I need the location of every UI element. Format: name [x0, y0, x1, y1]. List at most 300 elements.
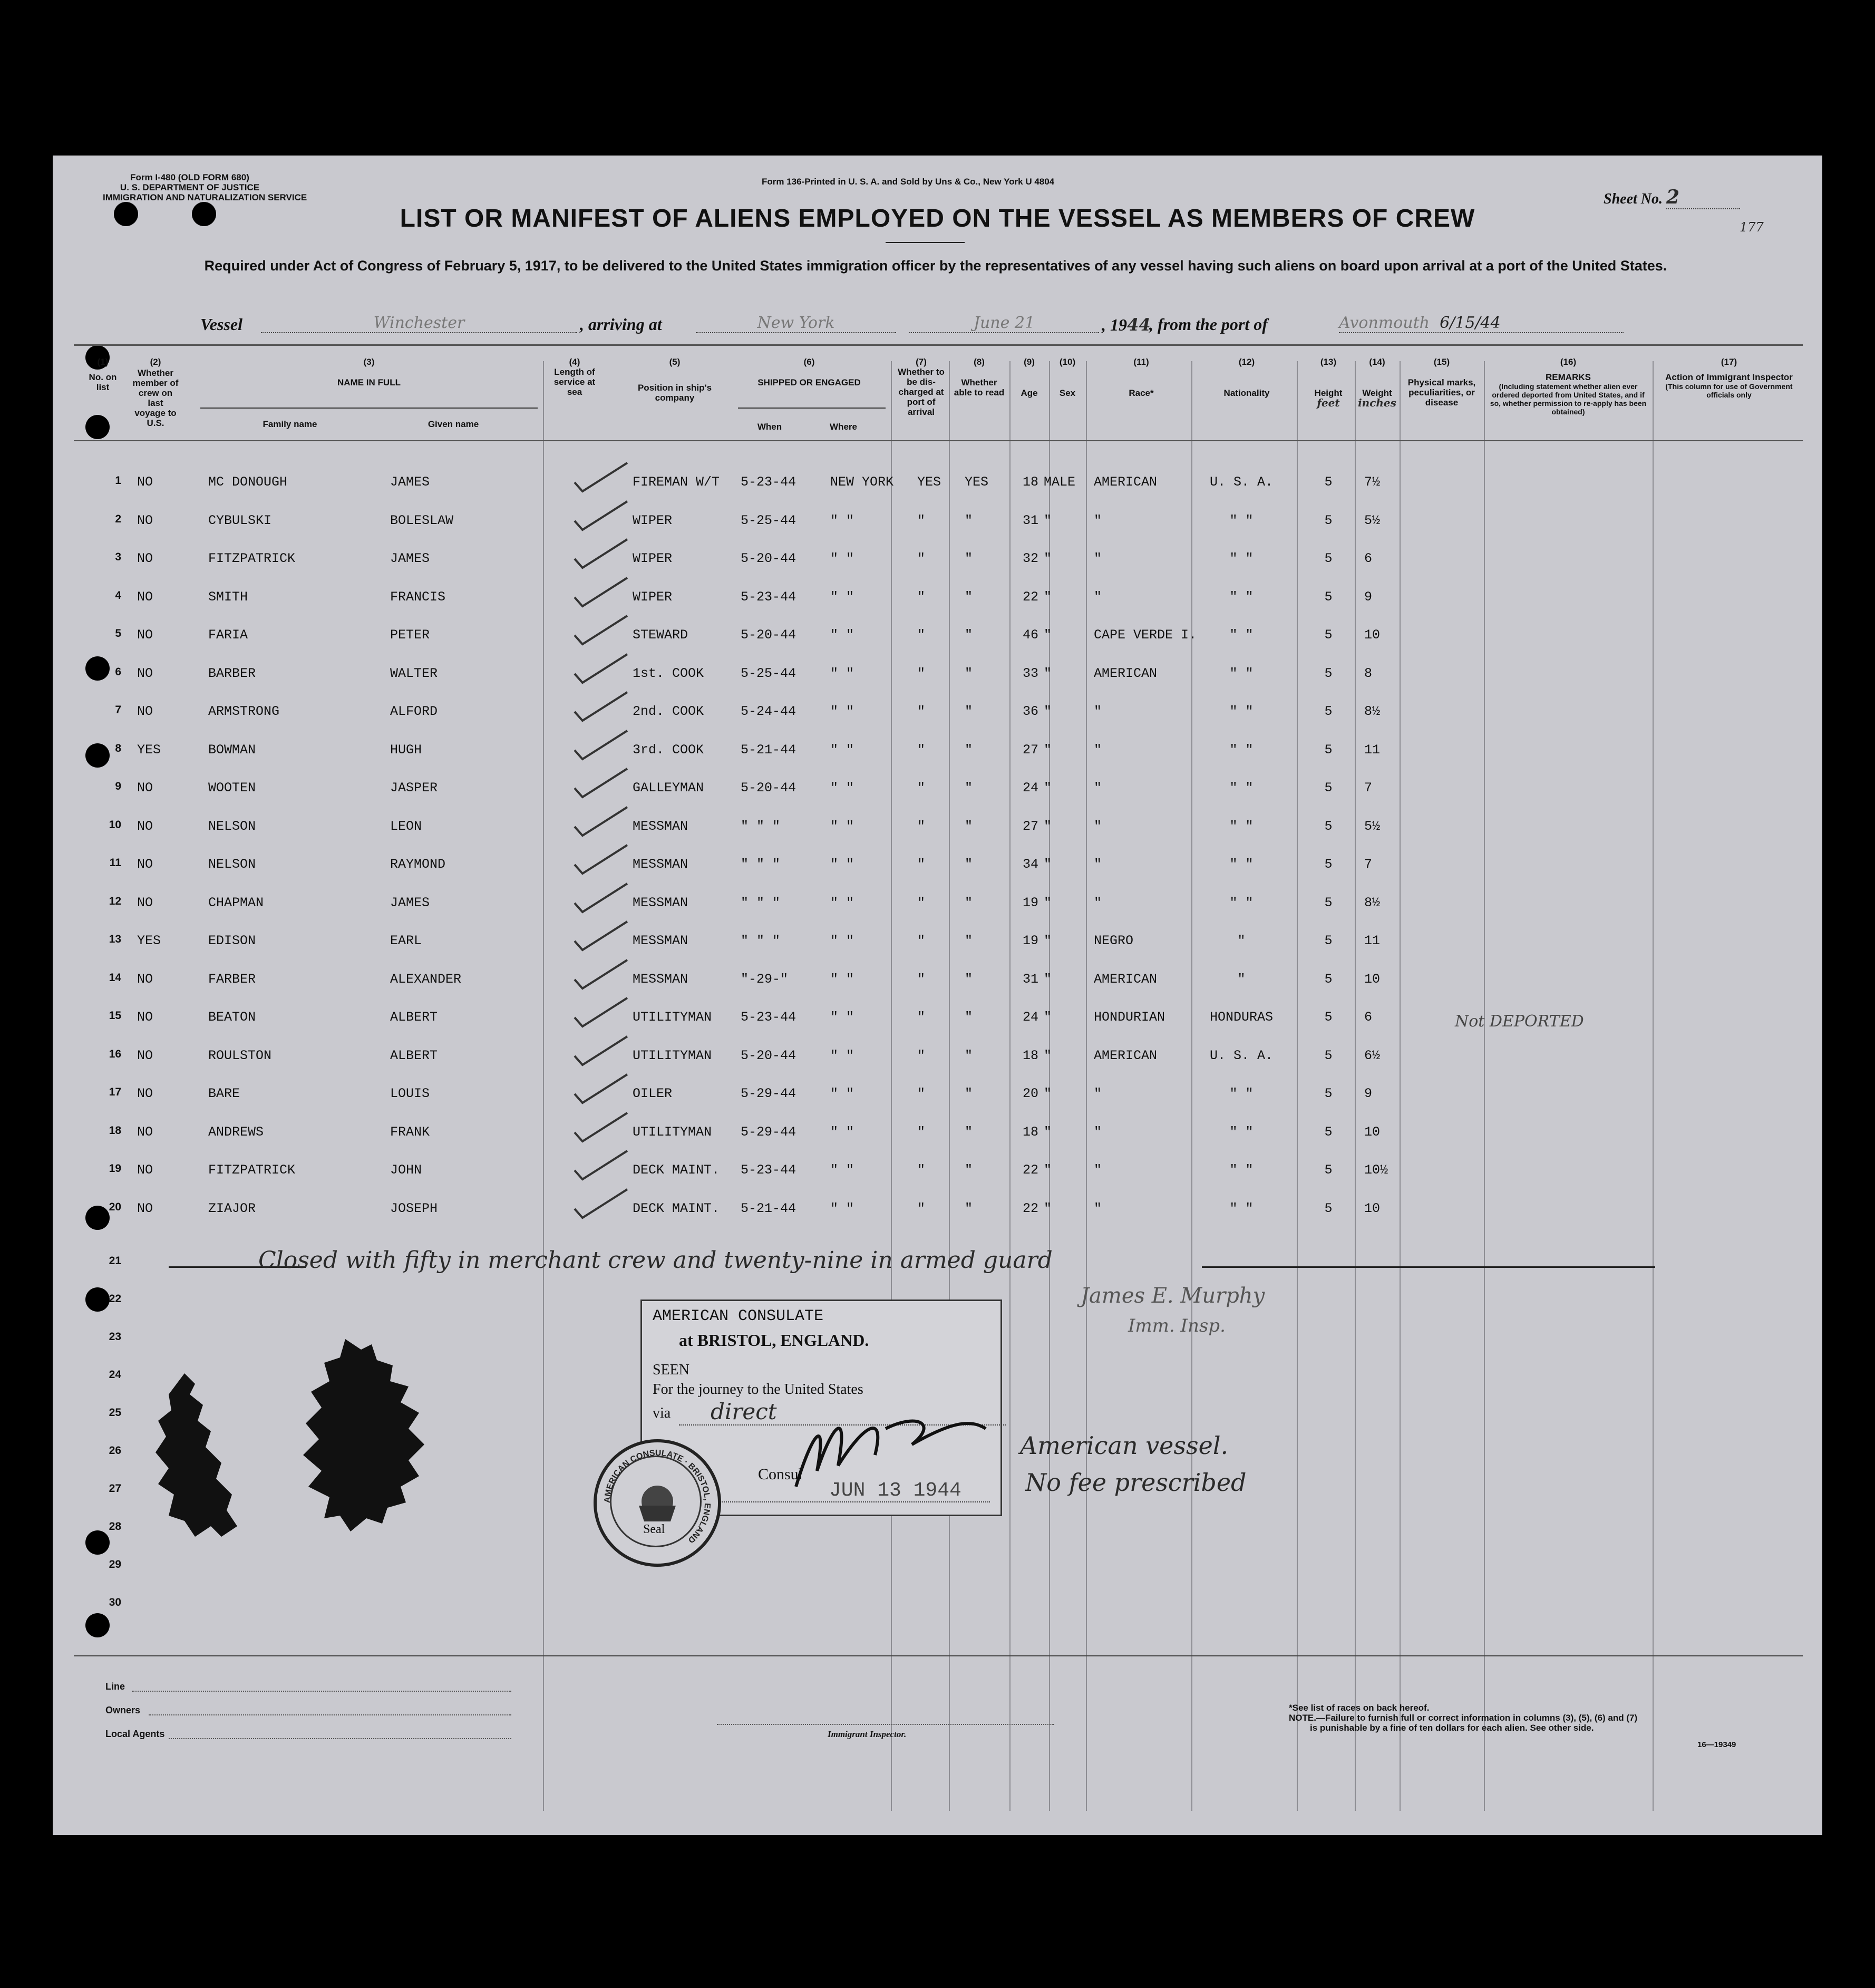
cell-prev: NO — [137, 665, 153, 681]
cell-prev: NO — [137, 627, 153, 643]
cell-disch: " — [917, 971, 926, 987]
cell-inch: 10 — [1364, 971, 1381, 987]
cell-family: BOWMAN — [208, 742, 256, 758]
cell-age: 24 — [1022, 1010, 1038, 1025]
cell-family: BARBER — [208, 665, 256, 681]
cell-disch: " — [917, 857, 926, 872]
cell-no: 16 — [109, 1048, 121, 1060]
cell-no: 1 — [115, 474, 121, 487]
cell-disch: " — [917, 665, 926, 681]
cell-where: " " — [830, 971, 854, 987]
cell-ft: 5 — [1324, 971, 1333, 987]
cell-disch: " — [917, 627, 926, 643]
cell-position: UTILITYMAN — [633, 1010, 712, 1025]
cell-age: 46 — [1022, 627, 1038, 643]
cell-where: " " — [830, 627, 854, 643]
cell-prev: NO — [137, 818, 153, 834]
cell-sex: " — [1044, 971, 1052, 987]
cell-prev: NO — [137, 1048, 153, 1063]
cell-given: RAYMOND — [390, 857, 446, 872]
cell-inch: 10½ — [1364, 1162, 1388, 1178]
check-mark-icon — [569, 1032, 633, 1069]
cell-sex: " — [1044, 551, 1052, 566]
cell-when: 5-29-44 — [741, 1124, 796, 1140]
cell-read: " — [965, 1162, 973, 1178]
cell-where: " " — [830, 589, 854, 605]
check-mark-icon — [569, 1185, 633, 1222]
cell-disch: " — [917, 1124, 926, 1140]
cell-given: ALEXANDER — [390, 971, 462, 987]
cell-race: " — [1094, 1124, 1102, 1140]
cell-given: PETER — [390, 627, 430, 643]
cell-read: " — [965, 780, 973, 796]
cell-sex: " — [1044, 1124, 1052, 1140]
cell-prev: NO — [137, 1124, 153, 1140]
footer-notes: *See list of races on back hereof. NOTE.—Failure to furnish full or correct information in columns (3), (5), (6) and (7) is punishable by a fine of ten dollars for each alien. See other side. — [1289, 1703, 1638, 1733]
cell-when: "-29-" — [741, 971, 789, 987]
check-mark-icon — [569, 1147, 633, 1184]
cell-nat: " — [1237, 971, 1246, 987]
check-mark-icon — [569, 535, 633, 572]
cell-race: " — [1094, 589, 1102, 605]
cell-ft: 5 — [1324, 780, 1333, 796]
note-no-fee: No fee prescribed — [1025, 1468, 1247, 1497]
cell-given: JOSEPH — [390, 1200, 438, 1216]
cell-read: " — [965, 895, 973, 910]
cell-given: JASPER — [390, 780, 438, 796]
cell-given: JAMES — [390, 551, 430, 566]
cell-disch: " — [917, 780, 926, 796]
cell-sex: " — [1044, 1200, 1052, 1216]
cell-disch: " — [917, 1200, 926, 1216]
cell-given: LEON — [390, 818, 422, 834]
table-row — [53, 1162, 1792, 1184]
cell-where: " " — [830, 780, 854, 796]
cell-disch: " — [917, 895, 926, 910]
cell-family: FITZPATRICK — [208, 551, 296, 566]
punch-hole — [85, 415, 110, 439]
cell-where: " " — [830, 933, 854, 948]
cell-race: " — [1094, 551, 1102, 566]
cell-age: 22 — [1022, 1200, 1038, 1216]
cell-ft: 5 — [1324, 474, 1333, 490]
cell-family: BEATON — [208, 1010, 256, 1025]
cell-read: " — [965, 857, 973, 872]
row-number: 26 — [109, 1444, 121, 1457]
row-number: 22 — [109, 1293, 121, 1305]
cell-read: " — [965, 589, 973, 605]
svg-text:AMERICAN CONSULATE · BRISTOL,: AMERICAN CONSULATE · BRISTOL, ENGLAND — [603, 1448, 712, 1545]
cell-given: ALFORD — [390, 704, 438, 719]
cell-position: WIPER — [633, 512, 673, 528]
cell-sex: " — [1044, 1010, 1052, 1025]
cell-race: AMERICAN — [1094, 971, 1158, 987]
cell-when: 5-21-44 — [741, 1200, 796, 1216]
row-number: 25 — [109, 1407, 121, 1419]
cell-read: " — [965, 1048, 973, 1063]
check-mark-icon — [569, 994, 633, 1031]
cell-given: FRANCIS — [390, 589, 446, 605]
cell-age: 18 — [1022, 1048, 1038, 1063]
cell-where: " " — [830, 1048, 854, 1063]
cell-given: JOHN — [390, 1162, 422, 1178]
cell-when: 5-20-44 — [741, 1048, 796, 1063]
check-mark-icon — [569, 764, 633, 801]
check-mark-icon — [569, 650, 633, 687]
cell-no: 8 — [115, 742, 121, 754]
cell-where: " " — [830, 1086, 854, 1101]
departure-port: Avonmouth 6/15/44 — [1339, 314, 1624, 333]
cell-nat: " " — [1229, 1086, 1254, 1101]
cell-family: CYBULSKI — [208, 512, 272, 528]
cell-given: JAMES — [390, 895, 430, 910]
cell-disch: " — [917, 818, 926, 834]
cell-family: BARE — [208, 1086, 240, 1101]
cell-ft: 5 — [1324, 627, 1333, 643]
cell-position: MESSMAN — [633, 933, 688, 948]
cell-read: " — [965, 704, 973, 719]
cell-prev: NO — [137, 589, 153, 605]
cell-prev: NO — [137, 1200, 153, 1216]
cell-family: ANDREWS — [208, 1124, 264, 1140]
row-number: 30 — [109, 1596, 121, 1608]
inspector-signature: James E. Murphy — [1081, 1284, 1265, 1308]
cell-sex: " — [1044, 704, 1052, 719]
cell-ft: 5 — [1324, 895, 1333, 910]
cell-nat: U. S. A. — [1209, 474, 1274, 490]
cell-given: ALBERT — [390, 1010, 438, 1025]
cell-where: " " — [830, 1124, 854, 1140]
cell-no: 13 — [109, 933, 121, 945]
cell-sex: " — [1044, 589, 1052, 605]
cell-sex: " — [1044, 1086, 1052, 1101]
cell-where: " " — [830, 1200, 854, 1216]
cell-prev: NO — [137, 512, 153, 528]
cell-family: ZIAJOR — [208, 1200, 256, 1216]
row-number: 24 — [109, 1369, 121, 1381]
cell-race: " — [1094, 818, 1102, 834]
cell-ft: 5 — [1324, 1010, 1333, 1025]
cell-given: HUGH — [390, 742, 422, 758]
cell-no: 5 — [115, 627, 121, 639]
cell-read: " — [965, 1010, 973, 1025]
cell-position: WIPER — [633, 589, 673, 605]
check-mark-icon — [569, 688, 633, 725]
page-subtitle: Required under Act of Congress of February 5, 1917, to be delivered to the United States immigration officer by the representatives of any vessel having such aliens on board upon arrival at a port of the United States. — [204, 258, 1667, 274]
corner-mark: 177 — [1740, 220, 1764, 235]
cell-sex: " — [1044, 818, 1052, 834]
cell-when: 5-25-44 — [741, 665, 796, 681]
cell-position: OILER — [633, 1086, 673, 1101]
cell-race: " — [1094, 742, 1102, 758]
cell-inch: 6 — [1364, 551, 1373, 566]
cell-age: 27 — [1022, 742, 1038, 758]
cell-inch: 9 — [1364, 589, 1373, 605]
cell-where: " " — [830, 665, 854, 681]
cell-nat: " " — [1229, 780, 1254, 796]
cell-read: " — [965, 1124, 973, 1140]
cell-no: 18 — [109, 1124, 121, 1137]
cell-age: 19 — [1022, 933, 1038, 948]
cell-where: " " — [830, 857, 854, 872]
cell-read: " — [965, 512, 973, 528]
cell-sex: " — [1044, 665, 1052, 681]
cell-given: WALTER — [390, 665, 438, 681]
cell-sex: " — [1044, 1048, 1052, 1063]
cell-sex: " — [1044, 857, 1052, 872]
cell-no: 17 — [109, 1086, 121, 1098]
cell-position: UTILITYMAN — [633, 1124, 712, 1140]
cell-position: MESSMAN — [633, 818, 688, 834]
cell-prev: YES — [137, 742, 161, 758]
cell-prev: NO — [137, 857, 153, 872]
cell-age: 34 — [1022, 857, 1038, 872]
cell-inch: 8½ — [1364, 895, 1381, 910]
cell-when: 5-23-44 — [741, 1162, 796, 1178]
cell-nat: " — [1237, 933, 1246, 948]
cell-no: 11 — [109, 857, 121, 869]
cell-age: 18 — [1022, 474, 1038, 490]
cell-prev: NO — [137, 1086, 153, 1101]
table-row — [53, 1124, 1792, 1146]
table-row — [53, 474, 1792, 496]
punch-hole — [85, 1530, 110, 1555]
cell-race: " — [1094, 857, 1102, 872]
cell-ft: 5 — [1324, 665, 1333, 681]
footer-line-label: Line — [105, 1681, 125, 1692]
table-row — [53, 972, 1792, 993]
cell-where: " " — [830, 895, 854, 910]
cell-when: 5-20-44 — [741, 780, 796, 796]
cell-position: FIREMAN W/T — [633, 474, 720, 490]
cell-family: NELSON — [208, 818, 256, 834]
cell-prev: NO — [137, 551, 153, 566]
cell-when: 5-24-44 — [741, 704, 796, 719]
sheet-number-label: Sheet No. 2 — [1604, 186, 1740, 209]
row-number: 29 — [109, 1558, 121, 1570]
cell-ft: 5 — [1324, 704, 1333, 719]
check-mark-icon — [569, 879, 633, 916]
consulate-stamp: AMERICAN CONSULATE at BRISTOL, ENGLAND. SEEN For the journey to the United States via direct Consul JUN 13 1944 — [640, 1300, 1002, 1516]
cell-when: 5-25-44 — [741, 512, 796, 528]
cell-disch: " — [917, 704, 926, 719]
cell-where: " " — [830, 551, 854, 566]
cell-sex: " — [1044, 627, 1052, 643]
cell-family: SMITH — [208, 589, 248, 605]
cell-inch: 5½ — [1364, 818, 1381, 834]
cell-ft: 5 — [1324, 1086, 1333, 1101]
check-mark-icon — [569, 917, 633, 954]
check-mark-icon — [569, 612, 633, 648]
cell-nat: " " — [1229, 895, 1254, 910]
cell-age: 36 — [1022, 704, 1038, 719]
cell-ft: 5 — [1324, 742, 1333, 758]
cell-position: UTILITYMAN — [633, 1048, 712, 1063]
cell-prev: NO — [137, 895, 153, 910]
cell-where: " " — [830, 704, 854, 719]
check-mark-icon — [569, 1109, 633, 1146]
cell-nat: " " — [1229, 589, 1254, 605]
cell-prev: NO — [137, 1010, 153, 1025]
consulate-seal: AMERICAN CONSULATE · BRISTOL, ENGLAND Seal — [594, 1439, 721, 1567]
cell-prev: NO — [137, 474, 153, 490]
cell-disch: " — [917, 1048, 926, 1063]
cell-given: EARL — [390, 933, 422, 948]
cell-prev: NO — [137, 1162, 153, 1178]
cell-sex: " — [1044, 512, 1052, 528]
cell-where: " " — [830, 512, 854, 528]
cell-when: " " " — [741, 857, 781, 872]
cell-ft: 5 — [1324, 1162, 1333, 1178]
cell-position: WIPER — [633, 551, 673, 566]
cell-no: 7 — [115, 704, 121, 716]
cell-inch: 5½ — [1364, 512, 1381, 528]
manifest-sheet: Form I-480 (OLD FORM 680) U. S. DEPARTMENT OF JUSTICE IMMIGRATION AND NATURALIZATION SERVICE Form 136-Printed in U. S. A. and Sold by Uns & Co., New York U 4804 Sheet No. 2 177 LIST OR MANIFEST OF ALIENS EMPLOYED ON THE VESSEL AS MEMBERS OF CREW Required under Act of Congress of February 5, 1917, to be delivered to the United States immigration officer by the representatives of any vessel having such aliens on board upon arrival at a port of the United States. Vessel Winchester , arriving at New York June 21 , 1944 , from the port of Avonmouth 6/15/44 (1) No. on list (2) Whether member of crew on last voyage to U.S. (3) NAME IN FULL Family name Given name (4) Length of service at sea (5) Position in ship's company (6) SHIPPED OR ENGAGED When Where (7) Whether to be dis-charged at port of arrival (8) Whether able to read (9) Age (10) Sex (11) Race* (12) Nationality (13) Height feet (14) Weight inches (15) Physical marks, peculiarities, or disease (16) REMARKS (Including statement whether alien ever ordered deported from United States, and if so, whether permission to re-apply has been obtained) (17) Action of Immigrant Inspector (This column for use of Government officials only 1 NO MC DONOUGH JAMES FIREMAN W/T 5-23-44 NEW YORK YES YES 18 MALE AMERICAN U. S. A. 5 7½ 2 NO CYBULSKI BOLESLAW WIPER 5-25-44 " " " " 31 " " " " 5 5½ 3 NO FITZPATRICK JAMES WIPER 5-20-44 " " " " 32 " " " " 5 6 4 NO SMITH FRANCIS WIPER 5-23-44 " " " " 22 " " " " 5 9 5 NO FARIA PETER STEWARD 5-20-44 " " " " 46 " CAPE VERDE I. " " 5 10 6 NO BARBER WALTER 1st. COOK 5-25-44 " " " " 33 " AMERICAN " " 5 8 7 NO ARMSTRONG ALFORD 2nd. COOK 5-24-44 " " " " 36 " " " " 5 8½ 8 YES BOWMAN HUGH 3rd. COOK 5-21-44 " " " " 27 " " " " 5 11 9 NO WOOTEN JASPER GALLEYMAN 5-20-44 " " " " 24 " " " " 5 7 10 NO NELSON LEON MESSMAN " " " " " " " 27 " " " " 5 5½ 11 NO NELSON RAYMOND MESSMAN " " " " " " " 34 " " " " 5 7 12 NO CHAPMAN JAMES MESSMAN " " " " " " " 19 " " " " 5 8½ 13 YES EDISON EARL MESSMAN " " " " " " " 19 " NEGRO " 5 11 14 NO FARBER ALEXANDER MESSMAN "-29-" " " " " 31 " AMERICAN " 5 10 15 NO BEATON ALBERT UTILITYMAN 5-23-44 " " " " 24 " HONDURIAN HONDURAS 5 6 16 NO ROULSTON ALBERT UTILITYMAN 5-20-44 " " " " 18 " AMERICAN U. S. A. 5 6½ 17 NO BARE LOUIS OILER 5-29-44 " " " " 20 " " " " 5 9 18 NO ANDREWS FRANK UTILITYMAN 5-29-44 " " " " 18 " " " " 5 10 19 NO FITZPATRICK JOHN DECK MAINT. 5-23-44 " " " " 22 " " " " 5 10½ 20 NO ZIAJOR JOSEPH DECK MAINT. 5-21-44 " " " " 22 " " " " 5 10 21 22 23 24 25 26 27 28 29 30 Not DEPORTED Closed with fifty in merchant crew and twenty-nine in armed guard James E. Murphy Imm. Insp. AMERICAN CONSULATE at BRISTOL, ENGLAND. SEEN For the journey to the United States via direct Consul JUN 13 1944 AMERICAN CONSULATE · BRISTOL, ENGLAND Seal American vessel. No fee prescribed Line Owners Local Agents Immigrant Inspector. *See list of races on back hereof. NOTE.—Failure to furnish full or correct information in columns (3), (5), (6) and (7) is punishable by a fine of ten dollars for each alien. See other side. 16—19349 — [53, 156, 1822, 1835]
cell-disch: " — [917, 551, 926, 566]
cell-given: ALBERT — [390, 1048, 438, 1063]
cell-race: " — [1094, 704, 1102, 719]
cell-nat: " " — [1229, 627, 1254, 643]
cell-no: 14 — [109, 971, 121, 984]
cell-given: BOLESLAW — [390, 512, 454, 528]
cell-ft: 5 — [1324, 933, 1333, 948]
cell-read: " — [965, 1086, 973, 1101]
cell-race: " — [1094, 1086, 1102, 1101]
cell-age: 22 — [1022, 1162, 1038, 1178]
cell-nat: " " — [1229, 1124, 1254, 1140]
cell-ft: 5 — [1324, 512, 1333, 528]
dark-stamp-right — [287, 1334, 435, 1539]
cell-sex: " — [1044, 780, 1052, 796]
cell-position: DECK MAINT. — [633, 1162, 720, 1178]
cell-inch: 11 — [1364, 933, 1381, 948]
check-mark-icon — [569, 726, 633, 763]
cell-where: " " — [830, 818, 854, 834]
cell-nat: " " — [1229, 704, 1254, 719]
table-row — [53, 819, 1792, 840]
cell-read: YES — [965, 474, 989, 490]
cell-ft: 5 — [1324, 1048, 1333, 1063]
cell-ft: 5 — [1324, 1124, 1333, 1140]
cell-nat: " " — [1229, 818, 1254, 834]
cell-when: " " " — [741, 818, 781, 834]
cell-inch: 7 — [1364, 857, 1373, 872]
cell-inch: 7 — [1364, 780, 1373, 796]
cell-disch: " — [917, 1162, 926, 1178]
cell-ft: 5 — [1324, 551, 1333, 566]
cell-nat: " " — [1229, 512, 1254, 528]
cell-disch: " — [917, 512, 926, 528]
check-mark-icon — [569, 574, 633, 610]
cell-where: NEW YORK — [830, 474, 894, 490]
cell-nat: " " — [1229, 1200, 1254, 1216]
table-row — [53, 551, 1792, 572]
cell-race: " — [1094, 1162, 1102, 1178]
note-american-vessel: American vessel. — [1020, 1431, 1229, 1460]
cell-inch: 10 — [1364, 1124, 1381, 1140]
cell-race: NEGRO — [1094, 933, 1134, 948]
table-row — [53, 513, 1792, 534]
cell-no: 10 — [109, 818, 121, 831]
row-number: 23 — [109, 1331, 121, 1343]
cell-disch: YES — [917, 474, 941, 490]
cell-no: 3 — [115, 551, 121, 563]
cell-sex: " — [1044, 933, 1052, 948]
row-number: 27 — [109, 1482, 121, 1495]
cell-nat: " " — [1229, 665, 1254, 681]
cell-position: STEWARD — [633, 627, 688, 643]
cell-race: " — [1094, 1200, 1102, 1216]
cell-no: 9 — [115, 780, 121, 792]
printer-line: Form 136-Printed in U. S. A. and Sold by Uns & Co., New York U 4804 — [762, 177, 1055, 187]
cell-no: 20 — [109, 1200, 121, 1213]
cell-when: 5-20-44 — [741, 627, 796, 643]
cell-position: DECK MAINT. — [633, 1200, 720, 1216]
closing-note: Closed with fifty in merchant crew and twenty-nine in armed guard — [258, 1247, 1053, 1274]
cell-inch: 9 — [1364, 1086, 1373, 1101]
cell-family: CHAPMAN — [208, 895, 264, 910]
check-mark-icon — [569, 459, 633, 496]
cell-position: MESSMAN — [633, 971, 688, 987]
cell-ft: 5 — [1324, 818, 1333, 834]
cell-inch: 10 — [1364, 1200, 1381, 1216]
cell-sex: " — [1044, 1162, 1052, 1178]
cell-prev: NO — [137, 971, 153, 987]
cell-family: ARMSTRONG — [208, 704, 280, 719]
cell-race: HONDURIAN — [1094, 1010, 1165, 1025]
table-row — [53, 1201, 1792, 1222]
cell-read: " — [965, 933, 973, 948]
table-row — [53, 742, 1792, 763]
cell-sex: MALE — [1044, 474, 1076, 490]
table-row — [53, 1086, 1792, 1107]
form-id: Form I-480 (OLD FORM 680) U. S. DEPARTMENT OF JUSTICE IMMIGRATION AND NATURALIZATION SERVICE — [103, 172, 307, 202]
cell-when: " " " — [741, 895, 781, 910]
cell-read: " — [965, 665, 973, 681]
cell-sex: " — [1044, 742, 1052, 758]
dark-stamp-left — [153, 1363, 258, 1553]
cell-no: 15 — [109, 1010, 121, 1022]
cell-read: " — [965, 971, 973, 987]
vessel-name: Winchester — [261, 314, 577, 333]
cell-race: AMERICAN — [1094, 1048, 1158, 1063]
cell-when: 5-20-44 — [741, 551, 796, 566]
cell-nat: HONDURAS — [1209, 1010, 1274, 1025]
cell-family: FITZPATRICK — [208, 1162, 296, 1178]
table-row — [53, 1048, 1792, 1069]
cell-inch: 6 — [1364, 1010, 1373, 1025]
table-row — [53, 666, 1792, 687]
cell-position: 3rd. COOK — [633, 742, 704, 758]
cell-when: " " " — [741, 933, 781, 948]
cell-no: 19 — [109, 1162, 121, 1175]
table-row — [53, 857, 1792, 878]
cell-position: MESSMAN — [633, 857, 688, 872]
check-mark-icon — [569, 497, 633, 534]
cell-when: 5-29-44 — [741, 1086, 796, 1101]
cell-age: 18 — [1022, 1124, 1038, 1140]
cell-when: 5-23-44 — [741, 1010, 796, 1025]
remark-not-deported: Not DEPORTED — [1455, 1012, 1584, 1031]
cell-disch: " — [917, 742, 926, 758]
table-row — [53, 704, 1792, 725]
cell-read: " — [965, 627, 973, 643]
cell-when: 5-21-44 — [741, 742, 796, 758]
arrival-date: June 21 — [909, 314, 1099, 333]
cell-race: " — [1094, 780, 1102, 796]
cell-age: 24 — [1022, 780, 1038, 796]
cell-age: 27 — [1022, 818, 1038, 834]
